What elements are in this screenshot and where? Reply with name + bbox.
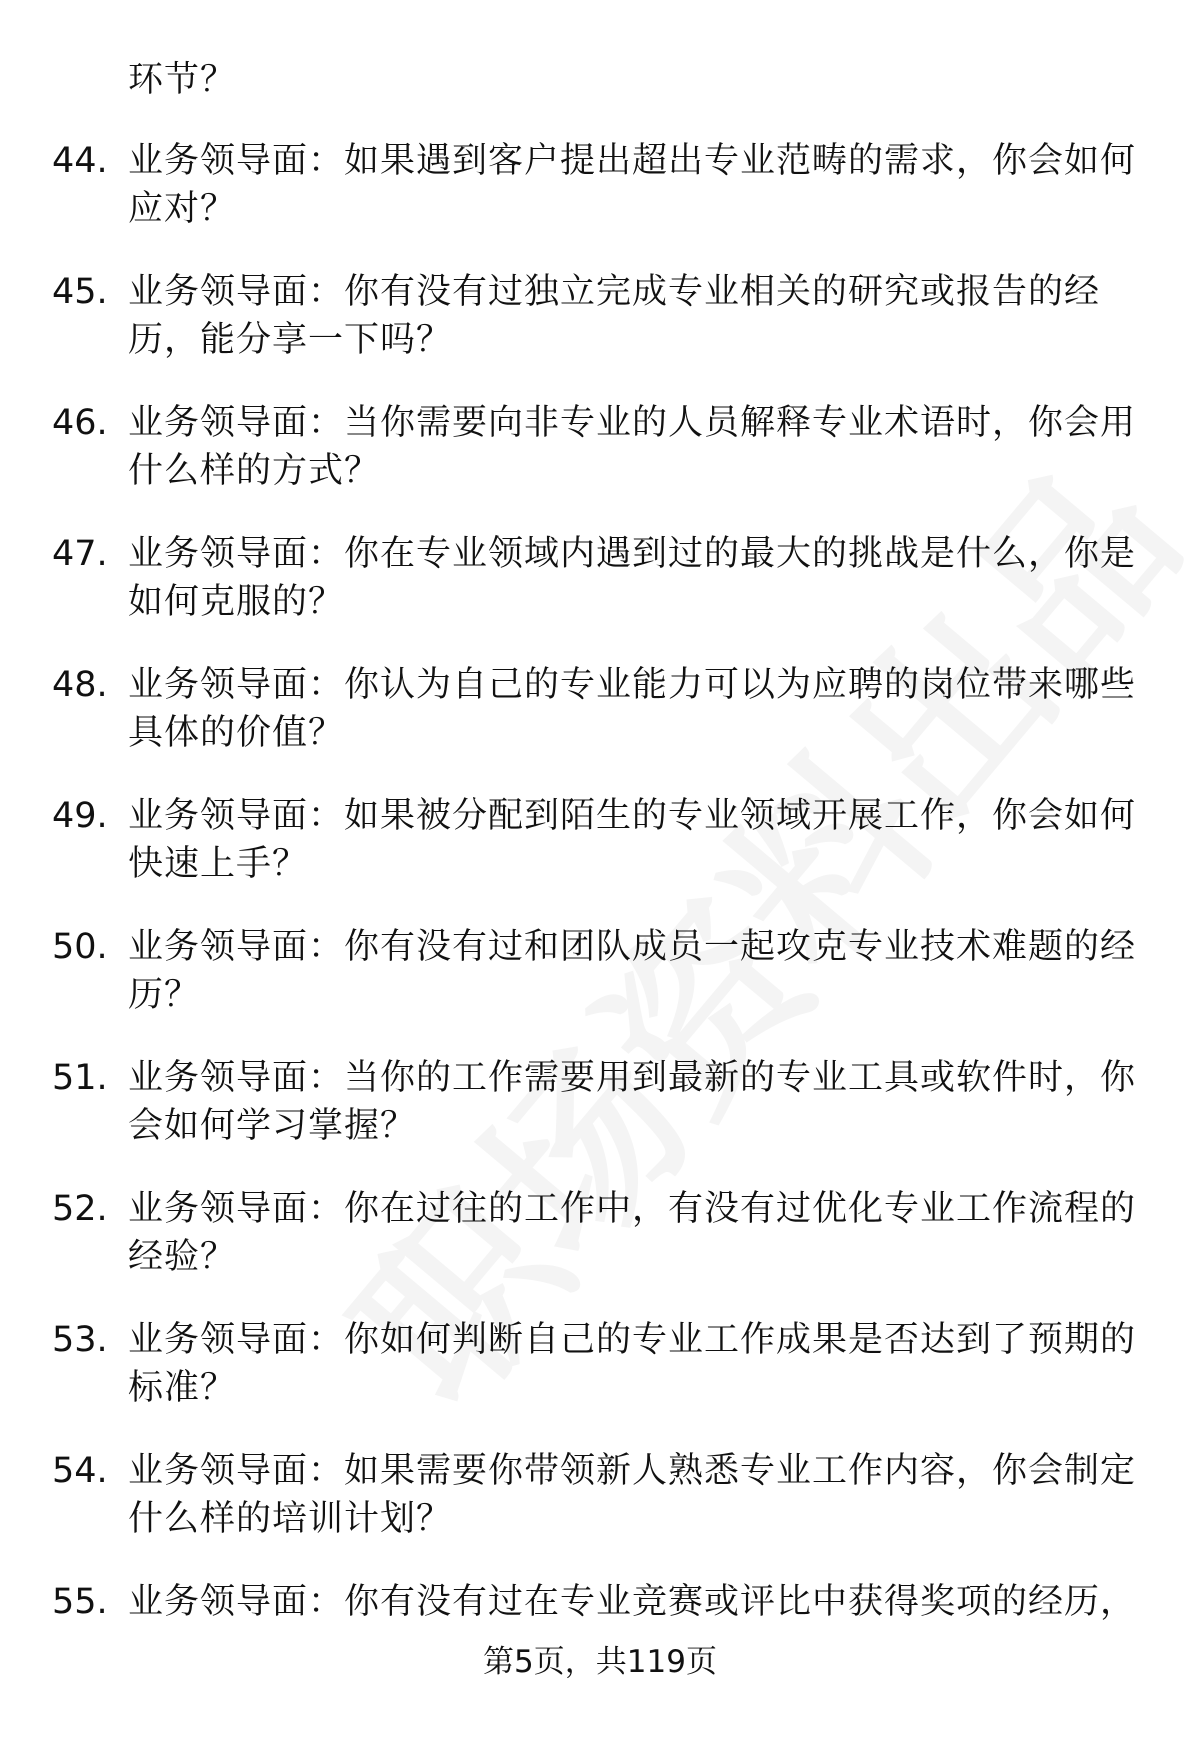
question-text: 业务领导面：你在过往的工作中，有没有过优化专业工作流程的经验？ [128, 1189, 1137, 1277]
list-item [0, 923, 1200, 1054]
list-item [0, 1185, 1200, 1316]
list-item [0, 1447, 1200, 1578]
question-number: 49. [52, 796, 108, 836]
question-text: 业务领导面：如果需要你带领新人熟悉专业工作内容，你会制定什么样的培训计划？ [128, 1451, 1137, 1539]
question-number: 55. [52, 1582, 108, 1622]
question-number: 50. [52, 927, 108, 967]
continuation-text: 环节？ [128, 60, 237, 100]
page-footer: 第5页，共119页 [483, 1644, 717, 1680]
question-number: 47. [52, 534, 108, 574]
question-text: 业务领导面：当你需要向非专业的人员解释专业术语时，你会用什么样的方式？ [128, 403, 1137, 491]
list-item [0, 1054, 1200, 1185]
list-item [0, 530, 1200, 661]
list-item [0, 792, 1200, 923]
question-text: 业务领导面：你在专业领域内遇到过的最大的挑战是什么，你是如何克服的？ [128, 534, 1137, 622]
question-text: 业务领导面：如果遇到客户提出超出专业范畴的需求，你会如何应对？ [128, 141, 1137, 229]
question-number: 48. [52, 665, 108, 705]
question-text: 业务领导面：你如何判断自己的专业工作成果是否达到了预期的标准？ [128, 1320, 1137, 1408]
list-item [0, 137, 1200, 268]
question-text: 业务领导面：如果被分配到陌生的专业领域开展工作，你会如何快速上手？ [128, 796, 1137, 884]
question-number: 46. [52, 403, 108, 443]
question-text: 业务领导面：你有没有过和团队成员一起攻克专业技术难题的经历？ [128, 927, 1137, 1015]
question-text: 业务领导面：你有没有过独立完成专业相关的研究或报告的经历，能分享一下吗？ [128, 272, 1101, 360]
list-item [0, 1316, 1200, 1447]
question-text: 业务领导面：你认为自己的专业能力可以为应聘的岗位带来哪些具体的价值？ [128, 665, 1137, 753]
question-number: 51. [52, 1058, 108, 1098]
list-item [0, 399, 1200, 530]
question-list [0, 137, 1200, 1709]
question-number: 44. [52, 141, 108, 181]
question-number: 53. [52, 1320, 108, 1360]
question-number: 54. [52, 1451, 108, 1491]
list-item [0, 661, 1200, 792]
question-text: 业务领导面：当你的工作需要用到最新的专业工具或软件时，你会如何学习掌握？ [128, 1058, 1137, 1146]
list-item [0, 268, 1200, 399]
question-number: 52. [52, 1189, 108, 1229]
question-number: 45. [52, 272, 108, 312]
question-text: 业务领导面：你有没有过在专业竞赛或评比中获得奖项的经历， [128, 1582, 1137, 1622]
